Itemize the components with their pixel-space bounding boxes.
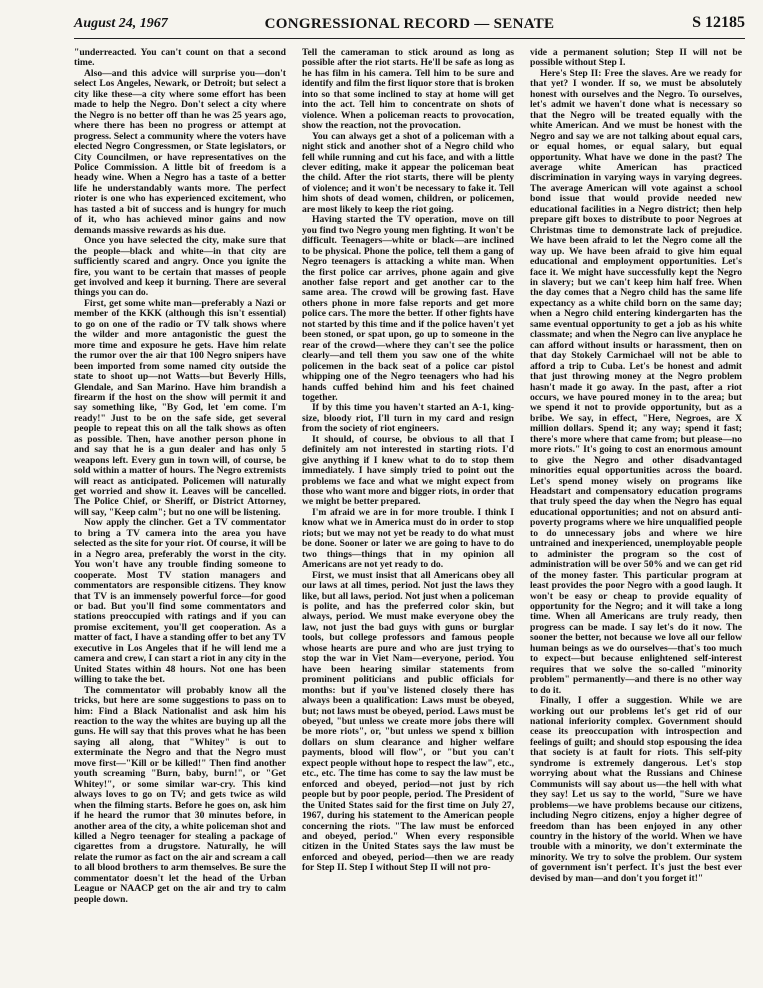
- paragraph: If by this time you haven't started an A-1, king-size, bloody riot, I'll turn in my card and resign from the society of riot engineers.: [302, 402, 514, 435]
- paragraph: Tell the cameraman to stick around as long as possible after the riot starts. He'll be safe as long as he has film in his camera. Tell him to be sure and identify and film the first liquor store that is broken into so that some inclined to stay at home will get into the act. Tell him to concentrate on shots of violence. When a policeman reacts to provocation, show the reaction, not the provocation.: [302, 48, 514, 132]
- header-date: August 24, 1967: [74, 16, 168, 31]
- paragraph: Here's Step II: Free the slaves. Are we ready for that yet? I wonder. If so, we must be absolutely honest with ourselves and the Negro. To ourselves, let's admit we haven't done what is necessary so that the Negro will be treated equally with the white American. And we must be honest with the Negro and say we are not talking about equal cars, or equal homes, or equal salary, but equal opportunity. What have we done in the past? The average white American has practiced discrimination in varying ways in varying degrees. The average American will vote against a school bond issue that would provide needed new educational facilities in a Negro district; then help prepare gift boxes to distribute to poor Negroes at Christmas time to demonstrate lack of prejudice. We have been afraid to let the Negro come all the way up. We have been afraid to give him equal educational and employment opportunities. Let's face it. We might have successfully kept the Negro in slavery; but we can't keep him half free. When the day comes that a Negro child has the same life expectancy as a white child born on the same day; when a Negro child entering kindergarten has the same eventual opportunity to get a job as his white classmate; and when the Negro can live anyplace he can afford without insults or harassment, then on that day Stokely Carmichael will not be able to afford a trip to Cuba. Let's be honest and admit that just throwing money at the Negro problem hasn't made it go away. In the past, after a riot occurs, we have poured money in to the area; but we spend it not to provide opportunity, but as a bribe. We say, in effect, "Here, Negroes, are X million dollars. Spend it; any way; spend it fast; there's more where that came from; but please—no more riots." It's going to cost an enormous amount to give the Negro and other disadvantaged minorities equal opportunities across the board. Let's spend money wisely on programs like Headstart and compensatory education programs that truly speed the day when the Negro has equal educational opportunities; and not on absurd anti-poverty programs where we hire unqualified people to do unnecessary jobs and where we hire untrained and inexperienced, unemployable people to administer the program so the cost of administration will be over 50% and we can get rid of the money faster. This particular program at least provides the poor Negro with a good laugh. It won't be easy or cheap to provide equality of opportunity for the Negro; and it will take a long time. When all Americans are truly ready, then progress can be made. I say let's do it now. The sooner the better, not because we love all our fellow human beings as we do ourselves—that's too much to expect—but because enlightened self-interest requires that we solve the so-called "minority problem" permanently—and there is no other way to do it.: [530, 67, 742, 696]
- paragraph: It should, of course, be obvious to all that I definitely am not interested in starting riots. I'd give anything if I knew what to do to stop them immediately. I have simply tried to point out the problems we face and what we might expect from those who want more and bigger riots, in order that we might be better prepared.: [302, 433, 514, 508]
- paragraph: I'm afraid we are in for more trouble. I think I know what we in America must do in order to stop riots; but we may not yet be ready to do what must be done. Sooner or later we are going to have to do two things—things that in my opinion all Americans are not yet ready to do.: [302, 506, 514, 571]
- paragraph: You can always get a shot of a policeman with a night stick and another shot of a Negro child who fell while running and cut his face, and with a little clever editing, make it appear the policeman beat the child. After the riot starts, there will be plenty of violence; and it won't be necessary to fake it. Tell him shots of dead women, children, or policemen, are most likely to keep the riot going.: [302, 130, 514, 215]
- header-page-number: S 12185: [692, 14, 745, 31]
- page-header: [74, 14, 745, 39]
- paragraph: vide a permanent solution; Step II will not be possible without Step I.: [530, 48, 742, 69]
- paragraph: The commentator will probably know all the tricks, but here are some suggestions to pass on to him: Find a Black Nationalist and ask him his reaction to the way the whites are buying up all the guns. He will say that this proves what he has been saying all along, that "Whitey" is out to exterminate the Negro and that the Negro must move first—"Kill or be killed!" Then find another youth screaming "Burn, baby, burn!", or "Get Whitey!", or some similar war-cry. This kind always loves to go on TV; and gets twice as wild when the filming starts. Before he goes on, ask him if he heard the rumor that 30 minutes before, in another area of the city, a white policeman shot and killed a Negro teenager for stealing a package of cigarettes from a drugstore. Naturally, he will relate the rumor as fact on the air and scream a call to all blood brothers to arm themselves. Be sure the commentator doesn't let the head of the Urban League or NAACP get on the air and try to calm people down.: [74, 684, 286, 905]
- text-columns: [74, 48, 745, 978]
- paragraph: Having started the TV operation, move on till you find two Negro young men fighting. It won't be difficult. Teenagers—white or black—are inclined to be physical. Phone the police, tell them a gang of Negro teenagers is attacking a white man. When the first police car arrives, phone again and give another false report and get another car to the same area. The crowd will be growing fast. Have others phone in more false reports and get more police cars. The more the better. If other fights have not started by this time and if the police haven't yet been stoned, or spat upon, go up to someone in the rear of the crowd—where they can't see the police clearly—and tell them you saw one of the white policemen in the back seat of a police car pistol whipping one of the Negro teenagers who had his hands cuffed behind him and his feet chained together.: [302, 214, 514, 403]
- header-title: CONGRESSIONAL RECORD — SENATE: [264, 16, 555, 32]
- column-3: [530, 48, 742, 978]
- paragraph: Finally, I offer a suggestion. While we are working out our problems let's get rid of our national inferiority complex. Government should cease its preoccupation with introspection and feelings of guilt; and should stop espousing the idea that society is at fault for riots. This self-pity syndrome is extremely dangerous. Let's stop worrying about what the Russians and Chinese Communists will say about us—the hell with what they say! Let us say to the world, "Sure we have problems—we have problems because our citizens, including Negro citizens, enjoy a higher degree of freedom than has been enjoyed in any other country in the history of the world. When we have trouble with a minority, we don't exterminate the minority. We try to solve the problem. Our system of government isn't perfect. It's just the best ever devised by man—and don't you forget it!": [530, 695, 742, 884]
- paragraph: Once you have selected the city, make sure that the people—black and white—in that city are sufficiently scared and angry. Once you ignite the fire, you want to be certain that masses of people get involved and keep it burning. There are several things you can do.: [74, 235, 286, 299]
- paragraph: First, get some white man—preferably a Nazi or member of the KKK (although this isn't essential) to go on one of the radio or TV talk shows where the wilder and more antagonistic the guest the more time and exposure he gets. Have him relate the rumor over the air that 100 Negro snipers have been imported from some named city outside the state to shoot up—not Watts—but Beverly Hills, Glendale, and San Marino. Have him brandish a firearm if the host on the show will permit it and say something like, "By God, let 'em come. I'm ready!" Just to be on the safe side, get several people to repeat this on all the talk shows as often as possible. Then, have another person phone in and say that he is a gun dealer and has only 5 weapons left. Every gun in town will, of course, be sold within a matter of hours. The Negro extremists will react as anticipated. Policemen will naturally get worried and show it. Leaves will be cancelled. The Police Chief, or Sheriff, or District Attorney, will say, "Keep calm"; but no one will be listening.: [74, 297, 286, 518]
- paragraph: "underreacted. You can't count on that a second time.: [74, 48, 286, 69]
- column-2: [302, 48, 514, 978]
- paragraph: Also—and this advice will surprise you—don't select Los Angeles, Newark, or Detroit; but select a city like these—a city where some effort has been made to help the Negro. Don't select a city where the Negro is no better off than he was 25 years ago, where there has been no progress or attempt at progress. Select a community where the voters have elected Negro Congressmen, or State legislators, or City Councilmen, or have representatives on the Police Commission. A little bit of freedom is a heady wine. When a Negro has a taste of a better life he understandably wants more. The perfect rioter is one who has experienced excitement, who has tasted a bit of success and is hungry for much of it, who has achieved minor gains and now demands massive rewards as his due.: [74, 67, 286, 236]
- paragraph: First, we must insist that all Americans obey all our laws at all times, period. Not just the laws they like, but all laws, period. Not just when a policeman is polite, and has the preferred color skin, but always, period. We must make everyone obey the law, not just the bad guys with guns or burglar tools, but college professors and famous people whose hearts are pure and who are just trying to stop the war in Viet Nam—everyone, period. You have been hearing similar statements from prominent politicians and public officials for months: but if you've listened closely there has always been a qualification: Laws must be obeyed, but; not laws must be obeyed, period. Laws must be obeyed, "but unless we create more jobs there will be more riots", or, "but unless we spend x billion dollars on slum clearance and higher welfare payments, blood will flow", or "but you can't expect people without hope to respect the law", etc., etc., etc. The time has come to say the law must be enforced and obeyed, period—not just by rich people but by poor people, period. The President of the United States said for the first time on July 27, 1967, during his statement to the American people concerning the riots. "The law must be enforced and obeyed, period." When every responsible citizen in the United States says the law must be enforced and obeyed, period—then we are ready for Step II. Step I without Step II will not pro-: [302, 569, 514, 874]
- paragraph: Now apply the clincher. Get a TV commentator to bring a TV camera into the area you have selected as the site for your riot. Of course, it will be in a Negro area, preferably the worst in the city. You won't have any trouble finding someone to cooperate. Most TV station managers and commentators are responsible citizens. They know that TV is an immensely powerful force—for good or bad. But you'll find some commentators and stations preoccupied with ratings and if you can promise excitement, you'll get cooperation. As a matter of fact, I have a standing offer to bet any TV executive in Los Angeles that if he will lend me a camera and crew, I can start a riot in any city in the United States within 48 hours. Not one has been willing to take the bet.: [74, 517, 286, 686]
- column-1: [74, 48, 286, 978]
